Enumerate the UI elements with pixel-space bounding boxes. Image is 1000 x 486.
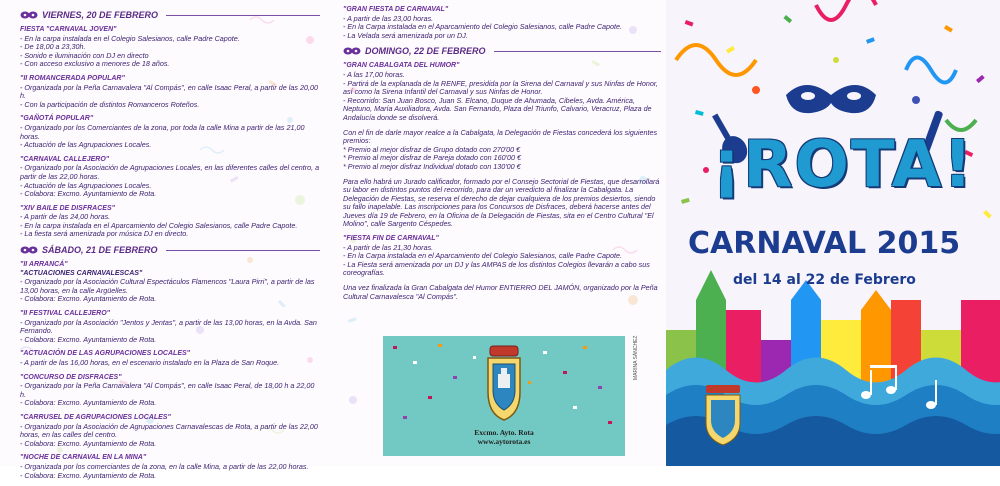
town-hall-caption xyxy=(383,428,625,446)
town-hall-name: Excmo. Ayto. Rota xyxy=(474,428,534,437)
event-detail: - Organizado por la Asociación Cultural Espectáculos Flamencos "Laura Pirri", a partir de las 13,00 horas, en la calle Argüelles. xyxy=(20,277,315,295)
event-detail: - De 18,00 a 23,30h. xyxy=(20,42,86,52)
program-column-middle xyxy=(343,6,661,307)
designer-credit: MARINA SÁNCHEZ xyxy=(633,335,639,380)
prize-item: * Premio al mejor disfraz Individual dotado con 130'00 € xyxy=(343,161,521,171)
divider xyxy=(166,15,320,16)
cover-panel xyxy=(666,0,1000,466)
day-header-sunday xyxy=(343,46,661,56)
event-detail: - Colabora: Excmo. Ayuntamiento de Rota. xyxy=(20,398,157,408)
event-block xyxy=(20,156,320,199)
event-block xyxy=(20,115,320,149)
event-detail: - En la Carpa instalada en el Aparcamiento del Colegio Salesianos, calle Padre Capote. xyxy=(343,22,623,32)
event-block xyxy=(20,205,320,239)
event-detail: - Organizado por la Peña Carnavalera "Al Compás", en calle Isaac Peral, de 18,00 h a 22,00 h. xyxy=(20,381,315,399)
divider xyxy=(494,51,661,52)
event-detail: - Recorrido: San Juan Bosco, Juan S. Elcano, Duque de Ahumada, Cibeles, Avda. América, Neptuno, María Auxiliadora, Avda. San Fernando, Plaza del Triunfo, Calvario, Veracruz, Plaza de Andalucía donde se disolverá. xyxy=(343,95,652,122)
day-header-saturday xyxy=(20,245,320,255)
event-detail: - Colabora: Excmo. Ayuntamiento de Rota. xyxy=(20,334,157,344)
event-detail: - Organizada por la Peña Carnavalera "Al Compás", en calle Isaac Peral, a partir de las 20,00 h. xyxy=(20,82,318,101)
event-detail: - Con acceso exclusivo a menores de 18 años. xyxy=(20,59,170,69)
event-block xyxy=(343,6,661,40)
event-title: "XIV BAILE DE DISFRACES" xyxy=(20,204,115,212)
event-detail: - La fiesta será amenizada por música DJ en directo. xyxy=(20,229,189,239)
event-title: "GRAN FIESTA DE CARNAVAL" xyxy=(343,6,449,13)
day-title: SÁBADO, 21 DE FEBRERO xyxy=(42,244,158,255)
prizes-intro: Con el fin de darle mayor realce a la Cabalgata, la Delegación de Fiestas concederá los siguientes premios: xyxy=(343,127,658,146)
events-closing xyxy=(343,235,661,278)
event-title: "CONCURSO DE DISFRACES" xyxy=(20,373,122,381)
prizes-section xyxy=(343,129,661,172)
event-detail: - Colabora: Excmo. Ayuntamiento de Rota. xyxy=(20,189,157,199)
event-title: "NOCHE DE CARNAVAL EN LA MINA" xyxy=(20,454,147,462)
prize-item: * Premio al mejor disfraz de Pareja dotado con 160'00 € xyxy=(343,153,521,163)
program-panel-left xyxy=(0,0,333,480)
divider xyxy=(166,250,320,251)
program-column-left xyxy=(20,6,320,486)
town-hall-website: www.aytorota.es xyxy=(477,437,531,446)
event-block xyxy=(343,62,661,122)
carnival-mask-icon xyxy=(20,245,38,255)
event-detail: - Con la participación de distintos Romanceros Roteños. xyxy=(20,99,200,109)
event-detail: - Colabora: Excmo. Ayuntamiento de Rota. xyxy=(20,438,157,448)
event-block xyxy=(20,414,320,448)
event-detail: - Colabora: Excmo. Ayuntamiento de Rota. xyxy=(20,470,157,480)
event-title: "ACTUACIÓN DE LAS AGRUPACIONES LOCALES" xyxy=(20,350,190,358)
events-sunday xyxy=(343,62,661,122)
event-detail: - Organizada por los comerciantes de la zona, en la calle Mina, a partir de las 22,00 horas. xyxy=(20,461,309,471)
event-detail: - A partir de las 24,00 horas. xyxy=(20,212,111,222)
event-detail: - En la carpa instalada en el Aparcamiento del Colegio Salesianos, calle Padre Capote. xyxy=(20,220,298,230)
event-title: "II FESTIVAL CALLEJERO" xyxy=(20,310,110,318)
closing-text: Una vez finalizada la Gran Cabalgata del Humor ENTIERRO DEL JAMÓN, organizado por la Peña Cultural Carnavalesca "Al Compás". xyxy=(343,283,658,301)
event-block xyxy=(20,454,320,480)
event-detail: - Partirá de la explanada de la RENFE, presidida por la Sirena del Carnaval y sus Ninfas de Honor, así como la Sirena Infantil del Carnaval y sus Ninfas de Honor. xyxy=(343,78,658,97)
event-title: "CARNAVAL CALLEJERO" xyxy=(20,155,110,163)
event-title: "GAÑOTÁ POPULAR" xyxy=(20,115,94,123)
event-detail: - Organizado por la Asociación de Agrupaciones Locales, en las diferentes calles del centro, a partir de las 22,00 horas. xyxy=(20,163,320,181)
cover-dates: del 14 al 22 de Febrero xyxy=(733,272,916,288)
event-title: "II ARRANCÁ" xyxy=(20,261,68,269)
event-detail: - A partir de las 23,00 horas. xyxy=(343,13,434,23)
day-title: DOMINGO, 22 DE FEBRERO xyxy=(365,46,486,57)
event-detail: - Actuación de las Agrupaciones Locales. xyxy=(20,180,152,190)
event-detail: - A partir de las 21,30 horas. xyxy=(343,242,434,252)
cover-subtitle: CARNAVAL 2015 xyxy=(688,226,961,261)
event-block xyxy=(20,26,320,69)
program-panel-middle xyxy=(333,0,666,466)
event-detail: - Organizado por la Asociación de Agrupaciones Carnavalescas de Rota, a partir de las 22,00 horas, en las calles del centro. xyxy=(20,421,318,440)
event-subtitle: "ACTUACIONES CARNAVALESCAS" xyxy=(20,269,143,277)
event-detail: - Organizado por la Asociación "Jentos y Jentas", a partir de las 13,00 horas, en la Avda. San Fernando. xyxy=(20,317,317,336)
cover-title: ¡ROTA! xyxy=(712,128,975,202)
event-block xyxy=(20,350,320,367)
prize-item: * Premio al mejor disfraz de Grupo dotado con 270'00 € xyxy=(343,144,521,154)
events-saturday xyxy=(20,261,320,480)
jury-text: Para ello habrá un Jurado calificador, formado por el Consejo Sectorial de Fiestas, que desarrollará su labor en distintos puntos del recorrido, para dar un veredicto al finalizar la Cabalgata. La Delegación de Fiestas, se reserva el derecho de dejar cualquiera de los premios desiertos, siendo su fallo inapelable. Las inscripciones para los Concursos de Disfraces, deberá hacerse antes del Jueves día 19 de Febrero, en la Oficina de la Delegación de Fiestas, sita en el Centro Cultural "El Molino", calle Sargento Céspedes. xyxy=(343,176,660,229)
event-detail: - Organizado por los Comerciantes de la zona, por toda la calle Mina a partir de las 21,00 horas. xyxy=(20,122,305,141)
coat-of-arms-icon xyxy=(484,344,524,424)
event-title: "GRAN CABALGATA DEL HUMOR" xyxy=(343,62,460,70)
events-friday xyxy=(20,26,320,239)
event-detail: - A partir de las 16,00 horas, en el escenario instalado en la Plaza de San Roque. xyxy=(20,358,280,367)
event-block xyxy=(20,374,320,408)
event-title: FIESTA "CARNAVAL JOVEN" xyxy=(20,26,117,33)
carnival-mask-icon xyxy=(343,46,361,56)
events-saturday-cont xyxy=(343,6,661,40)
event-detail: - Actuación de las Agrupaciones Locales. xyxy=(20,140,152,150)
event-detail: - En la Carpa instalada en el Aparcamiento del Colegio Salesianos, calle Padre Capote. xyxy=(343,251,623,261)
event-detail: - Colabora: Excmo. Ayuntamiento de Rota. xyxy=(20,294,157,304)
event-detail: - La Fiesta será amenizada por un DJ y las AMPAS de los distintos Colegios llevarán a cabo sus coreografías. xyxy=(343,259,650,278)
event-title: "FIESTA FIN DE CARNAVAL" xyxy=(343,235,439,243)
day-header-friday xyxy=(20,10,320,20)
event-detail: - A las 17,00 horas. xyxy=(343,69,405,79)
event-block xyxy=(20,310,320,344)
event-block xyxy=(20,75,320,109)
event-title: "CARRUSEL DE AGRUPACIONES LOCALES" xyxy=(20,413,171,421)
event-detail: - Sonido e iluminación con DJ en directo xyxy=(20,50,149,60)
event-detail: - En la carpa instalada en el Colegio Salesianos, calle Padre Capote. xyxy=(20,33,240,43)
town-hall-poster xyxy=(383,336,625,456)
event-block xyxy=(343,235,661,278)
carnival-mask-icon xyxy=(20,10,38,20)
event-title: "II ROMANCERADA POPULAR" xyxy=(20,74,125,82)
event-block xyxy=(20,261,320,304)
event-detail: - La Velada será amenizada por un DJ. xyxy=(343,30,468,40)
day-title: VIERNES, 20 DE FEBRERO xyxy=(42,9,159,20)
